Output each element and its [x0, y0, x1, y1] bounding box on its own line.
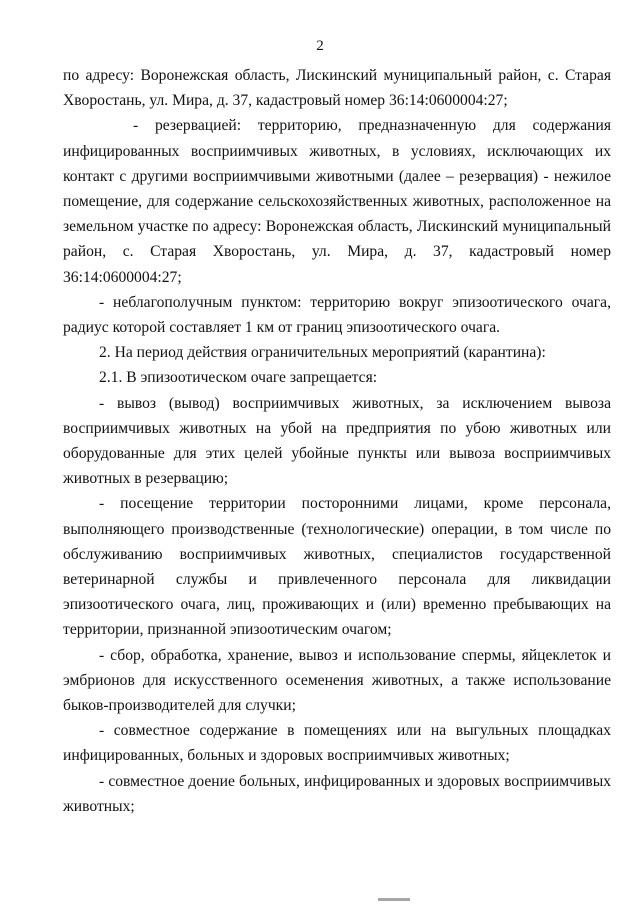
paragraph-prohibition-removal: - вывоз (вывод) восприимчивых животных, за исключением вывоза восприимчивых животных на убой на предприятия по убою животных или оборудованные для этих целей убойные пункты или вывоза восприимчивых животных в резервацию; — [63, 394, 611, 488]
paragraph-prohibitions-heading: 2.1. В эпизоотическом очаге запрещается: — [99, 369, 378, 387]
paragraph-unsafe-point-definition: - неблагополучным пунктом: территорию вокруг эпизоотического очага, радиус которой составляет 1 км от границ эпизоотического очага. — [63, 293, 611, 337]
paragraph-address-continuation: по адресу: Воронежская область, Лискинский муниципальный район, с. Старая Хворостань, ул. Мира, д. 37, кадастровый номер 36:14:0600004:27; — [63, 67, 611, 110]
paragraph-reservation-definition: - резервацией: территорию, предназначенную для содержания инфицированных восприимчивых животных, в условиях, исключающих их контакт с другими восприимчивыми животными (далее – резервация) - нежилое помещение, для содержание сельскохозяйственных животных, расположенное на земельном участке по адресу: Воронежская область, Лискинский муниципальный район, с. Старая Хворостань, ул. Мира, д. 37, кадастровый номер 36:14:0600004:27; — [63, 117, 611, 286]
paragraph-prohibition-visits: - посещение территории посторонними лицами, кроме персонала, выполняющего производственные (технологические) операции, в том числе по обслуживанию восприимчивых животных, специалистов государственной ветеринарной службы и привлеченного персонала для ликвидации эпизоотического очага, лиц, проживающих и (или) временно пребывающих на территории, признанной эпизоотическим очагом; — [63, 495, 611, 639]
document-body — [63, 63, 611, 819]
paragraph-prohibition-joint-milking: - совместное доение больных, инфицированных и здоровых восприимчивых животных; — [63, 772, 611, 815]
paragraph-quarantine-period-heading: 2. На период действия ограничительных мероприятий (карантина): — [99, 344, 546, 362]
page-number: 2 — [316, 38, 324, 54]
paragraph-prohibition-sperm-embryos: - сбор, обработка, хранение, вывоз и использование спермы, яйцеклеток и эмбрионов для искусственного осеменения животных, а также использование быков-производителей для случки; — [63, 646, 611, 715]
scan-edge-mark — [378, 898, 410, 901]
paragraph-prohibition-joint-keeping: - совместное содержание в помещениях или на выгульных площадках инфицированных, больных и здоровых восприимчивых животных; — [63, 722, 611, 765]
